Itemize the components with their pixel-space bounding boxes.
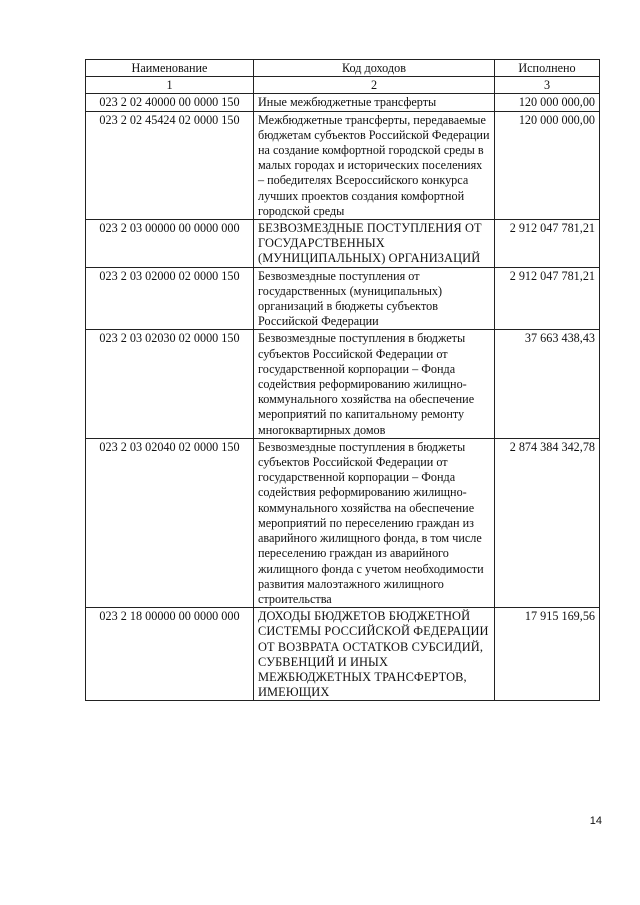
table-row bbox=[86, 220, 600, 268]
column-number: 2 bbox=[254, 77, 495, 94]
row-amount: 37 663 438,43 bbox=[495, 330, 600, 438]
header-code: Код доходов bbox=[254, 60, 495, 77]
row-name: Безвозмездные поступления в бюджеты субъектов Российской Федерации от государственной корпорации – Фонда содействия реформированию жилищно-коммунального хозяйства на обеспечение мероприятий по капитальному ремонту многоквартирных домов bbox=[254, 330, 495, 438]
row-code: 023 2 03 02040 02 0000 150 bbox=[86, 438, 254, 607]
row-code: 023 2 03 02000 02 0000 150 bbox=[86, 267, 254, 330]
row-name: Межбюджетные трансферты, передаваемые бюджетам субъектов Российской Федерации на создание комфортной городской среды в малых городах и исторических поселениях – победителях Всероссийского конкурса лучших проектов создания комфортной городской среды bbox=[254, 111, 495, 219]
row-code: 023 2 02 40000 00 0000 150 bbox=[86, 94, 254, 111]
table-row bbox=[86, 438, 600, 607]
column-number: 3 bbox=[495, 77, 600, 94]
header-name: Наименование bbox=[86, 60, 254, 77]
table-row bbox=[86, 94, 600, 111]
row-code: 023 2 03 02030 02 0000 150 bbox=[86, 330, 254, 438]
row-name: Безвозмездные поступления от государственных (муниципальных) организаций в бюджеты субъектов Российской Федерации bbox=[254, 267, 495, 330]
row-name: Иные межбюджетные трансферты bbox=[254, 94, 495, 111]
row-name: Безвозмездные поступления в бюджеты субъектов Российской Федерации от государственной корпорации – Фонда содействия реформированию жилищно-коммунального хозяйства на обеспечение мероприятий по переселению граждан из аварийного жилищного фонда, в том числе переселению граждан из аварийного жилищного фонда с учетом необходимости развития малоэтажного жилищного строительства bbox=[254, 438, 495, 607]
row-amount: 2 912 047 781,21 bbox=[495, 267, 600, 330]
table-row bbox=[86, 330, 600, 438]
row-code: 023 2 03 00000 00 0000 000 bbox=[86, 220, 254, 268]
document-page bbox=[85, 59, 597, 701]
revenue-table bbox=[85, 59, 600, 701]
header-row bbox=[86, 60, 600, 77]
row-name: БЕЗВОЗМЕЗДНЫЕ ПОСТУПЛЕНИЯ ОТ ГОСУДАРСТВЕННЫХ (МУНИЦИПАЛЬНЫХ) ОРГАНИЗАЦИЙ bbox=[254, 220, 495, 268]
column-number: 1 bbox=[86, 77, 254, 94]
row-amount: 2 912 047 781,21 bbox=[495, 220, 600, 268]
page-number: 14 bbox=[589, 815, 602, 827]
row-name: ДОХОДЫ БЮДЖЕТОВ БЮДЖЕТНОЙ СИСТЕМЫ РОССИЙСКОЙ ФЕДЕРАЦИИ ОТ ВОЗВРАТА ОСТАТКОВ СУБСИДИЙ, СУБВЕНЦИЙ И ИНЫХ МЕЖБЮДЖЕТНЫХ ТРАНСФЕРТОВ, ИМЕЮЩИХ bbox=[254, 608, 495, 701]
row-amount: 120 000 000,00 bbox=[495, 94, 600, 111]
table-row bbox=[86, 267, 600, 330]
row-amount: 2 874 384 342,78 bbox=[495, 438, 600, 607]
row-amount: 17 915 169,56 bbox=[495, 608, 600, 701]
row-amount: 120 000 000,00 bbox=[495, 111, 600, 219]
header-executed: Исполнено bbox=[495, 60, 600, 77]
table-row bbox=[86, 111, 600, 219]
row-code: 023 2 18 00000 00 0000 000 bbox=[86, 608, 254, 701]
table-row bbox=[86, 608, 600, 701]
column-number-row bbox=[86, 77, 600, 94]
row-code: 023 2 02 45424 02 0000 150 bbox=[86, 111, 254, 219]
